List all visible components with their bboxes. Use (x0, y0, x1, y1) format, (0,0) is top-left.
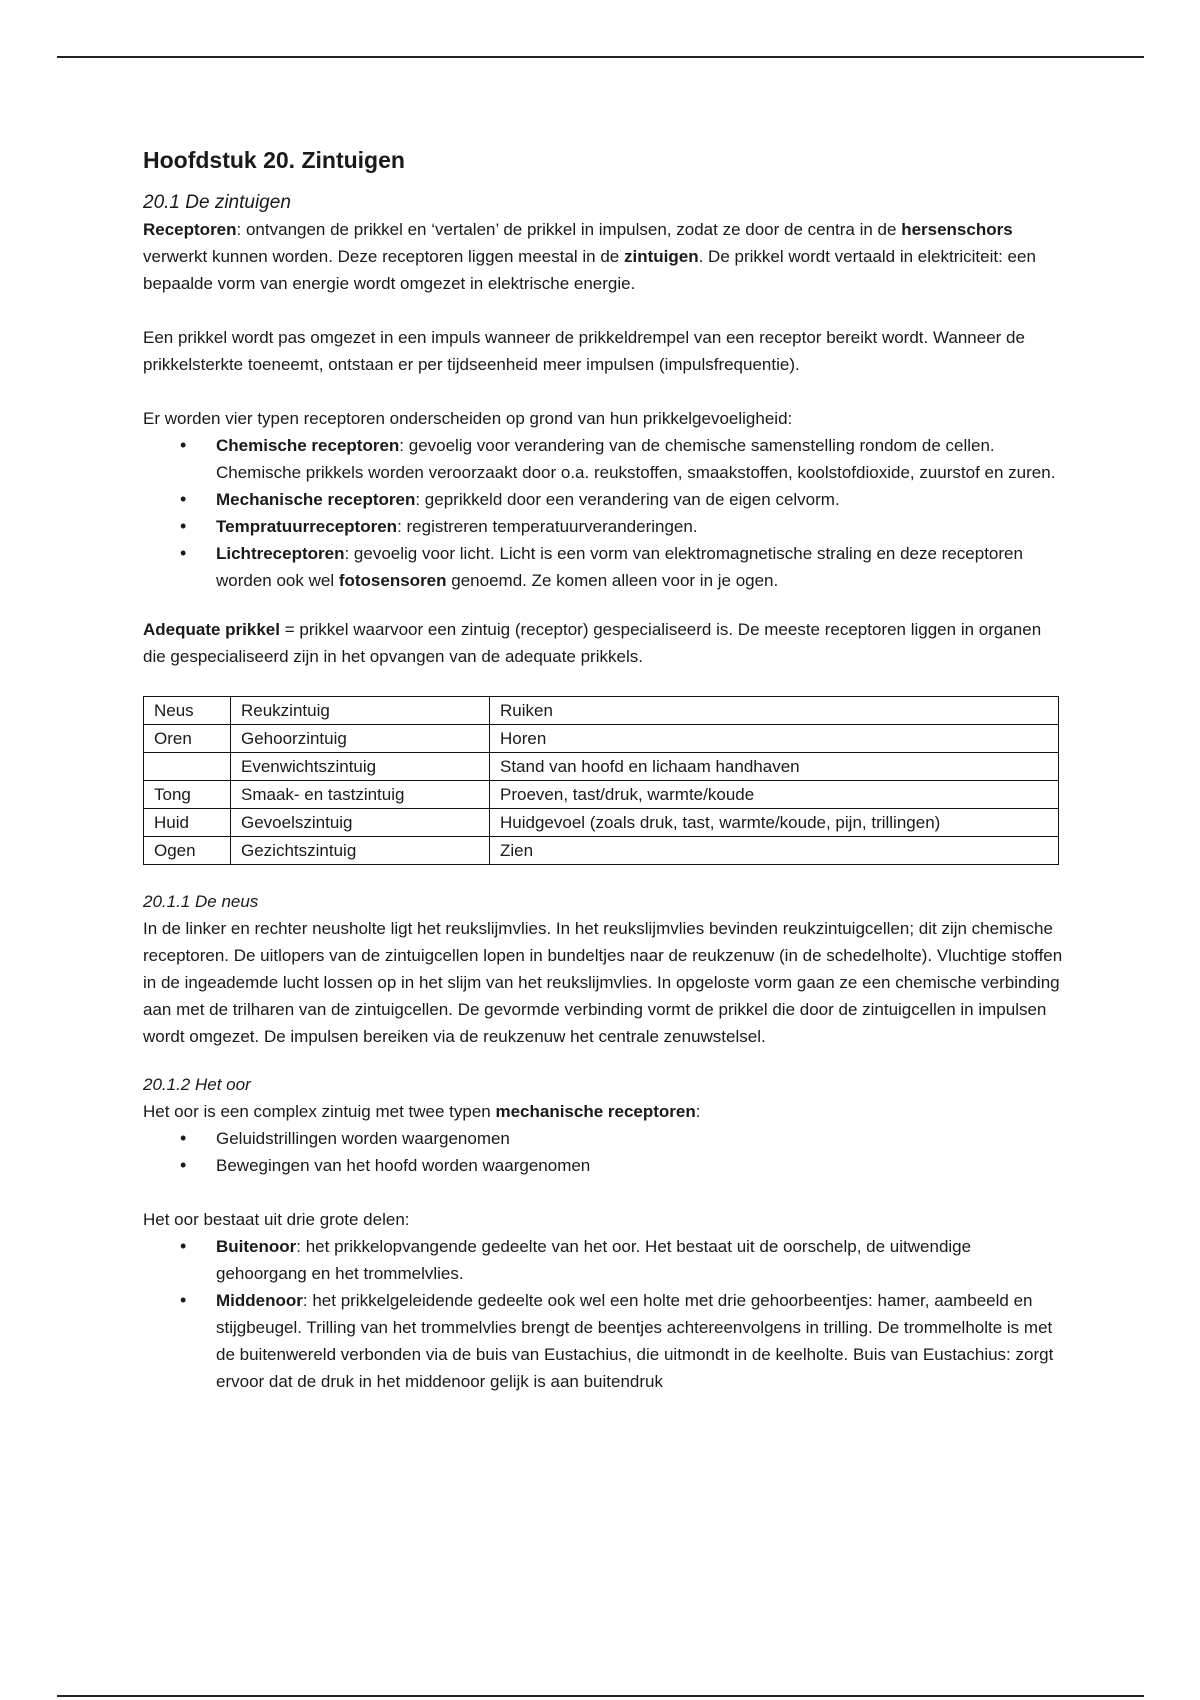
table-cell: Huid (144, 809, 231, 837)
table-cell: Gehoorzintuig (231, 725, 490, 753)
list-item: • Buitenoor: het prikkelopvangende gedeelte van het oor. Het bestaat uit de oorschelp, de uitwendige gehoorgang en het trommelvlies. (216, 1233, 1063, 1287)
types-intro: Er worden vier typen receptoren onderscheiden op grond van hun prikkelgevoeligheid: (143, 409, 793, 428)
table-cell: Smaak- en tastzintuig (231, 781, 490, 809)
table-cell: Proeven, tast/druk, warmte/koude (490, 781, 1059, 809)
table-cell: Gezichtszintuig (231, 837, 490, 865)
table-row (144, 697, 1059, 725)
table-cell: Reukzintuig (231, 697, 490, 725)
table-cell: Oren (144, 725, 231, 753)
table-cell: Tong (144, 781, 231, 809)
ear-receptors-list (143, 1125, 1063, 1179)
table-cell: Neus (144, 697, 231, 725)
ear-intro: Het oor is een complex zintuig met twee typen mechanische receptoren: (143, 1102, 701, 1121)
table-row (144, 809, 1059, 837)
ear-parts-list (143, 1233, 1063, 1395)
table-cell: Ruiken (490, 697, 1059, 725)
section-heading: 20.1 De zintuigen (143, 192, 291, 213)
list-item: • Geluidstrillingen worden waargenomen (216, 1125, 1063, 1152)
table-cell (144, 753, 231, 781)
list-item: • Lichtreceptoren: gevoelig voor licht. Licht is een vorm van elektromagnetische straling en deze receptoren worden ook wel fotosensoren genoemd. Ze komen alleen voor in je ogen. (216, 540, 1063, 594)
nose-paragraph: In de linker en rechter neusholte ligt het reukslijmvlies. In het reukslijmvlies bevinden reukzintuigcellen; dit zijn chemische receptoren. De uitlopers van de zintuigcellen lopen in bundeltjes naar de reukzenuw (in de schedelholte). Vluchtige stoffen in de ingeademde lucht lossen op in het slijm van het reukslijmvlies. In opgeloste vorm gaan ze een chemische verbinding aan met de trilharen van de zintuigcellen. De gevormde verbinding vormt de prikkel die door de zintuigcellen in impulsen wordt omgezet. De impulsen bereiken via de reukzenuw het centrale zenuwstelsel. (143, 919, 1063, 1046)
table-cell: Zien (490, 837, 1059, 865)
threshold-paragraph: Een prikkel wordt pas omgezet in een impuls wanneer de prikkeldrempel van een receptor bereikt wordt. Wanneer de prikkelsterkte toeneemt, ontstaan er per tijdseenheid meer impulsen (impulsfrequentie). (143, 328, 1025, 374)
receptors-paragraph: Receptoren: ontvangen de prikkel en ‘vertalen’ de prikkel in impulsen, zodat ze door de centra in de hersenschors verwerkt kunnen worden. Deze receptoren liggen meestal in de zintuigen. De prikkel wordt vertaald in elektriciteit: een bepaalde vorm van energie wordt omgezet in elektrische energie. (143, 220, 1036, 293)
adequate-paragraph: Adequate prikkel = prikkel waarvoor een zintuig (receptor) gespecialiseerd is. De meeste receptoren liggen in organen die gespecialiseerd zijn in het opvangen van de adequate prikkels. (143, 620, 1042, 666)
list-item: • Bewegingen van het hoofd worden waargenomen (216, 1152, 1063, 1179)
receptor-types-list (143, 432, 1063, 594)
header-rule (57, 56, 1144, 58)
table-cell: Gevoelszintuig (231, 809, 490, 837)
table-row (144, 753, 1059, 781)
table-row (144, 837, 1059, 865)
subsection-heading-ear: 20.1.2 Het oor (143, 1075, 251, 1094)
table-row (144, 725, 1059, 753)
table-cell: Huidgevoel (zoals druk, tast, warmte/koude, pijn, trillingen) (490, 809, 1059, 837)
list-item: • Chemische receptoren: gevoelig voor verandering van de chemische samenstelling rondom de cellen. Chemische prikkels worden veroorzaakt door o.a. reukstoffen, smaakstoffen, koolstofdioxide, zuurstof en zuren. (216, 432, 1063, 486)
table-cell: Evenwichtszintuig (231, 753, 490, 781)
list-item: • Mechanische receptoren: geprikkeld door een verandering van de eigen celvorm. (216, 486, 1063, 513)
table-cell: Stand van hoofd en lichaam handhaven (490, 753, 1059, 781)
ear-parts-intro: Het oor bestaat uit drie grote delen: (143, 1210, 410, 1229)
list-item: • Tempratuurreceptoren: registreren temperatuurveranderingen. (216, 513, 1063, 540)
chapter-title: Hoofdstuk 20. Zintuigen (143, 147, 405, 173)
table-cell: Horen (490, 725, 1059, 753)
page-content (143, 145, 1063, 1395)
footer-rule (57, 1695, 1144, 1697)
list-item: • Middenoor: het prikkelgeleidende gedeelte ook wel een holte met drie gehoorbeentjes: hamer, aambeeld en stijgbeugel. Trilling van het trommelvlies brengt de beentjes achtereenvolgens in trilling. De trommelholte is met de buitenwereld verbonden via de buis van Eustachius, die uitmondt in de keelholte. Buis van Eustachius: zorgt ervoor dat de druk in het middenoor gelijk is aan buitendruk (216, 1287, 1063, 1395)
table-row (144, 781, 1059, 809)
senses-table (143, 696, 1059, 865)
subsection-heading-nose: 20.1.1 De neus (143, 892, 259, 911)
table-cell: Ogen (144, 837, 231, 865)
